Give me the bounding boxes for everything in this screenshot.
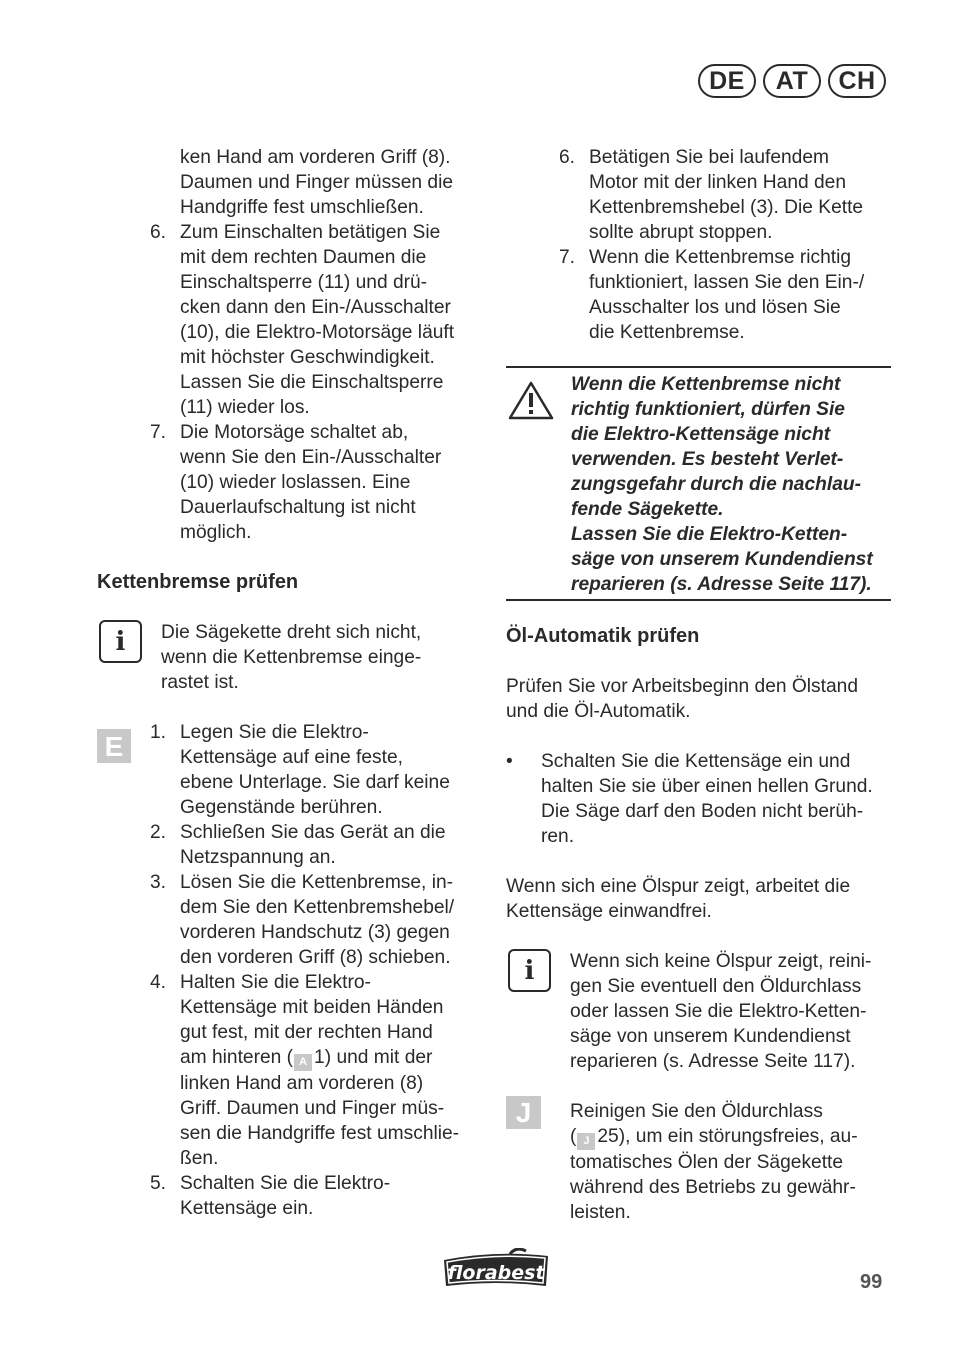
text-fragment: am hinteren ( (180, 1047, 294, 1068)
warning-block (506, 366, 891, 601)
steps-list-b (97, 720, 482, 1221)
text-line: ebene Unterlage. Sie darf keine (180, 772, 450, 793)
text-line: fende Sägekette. (571, 499, 724, 520)
florabest-logo-graphic (440, 1248, 552, 1290)
text-line: Kettensäge ein. (180, 1198, 314, 1219)
text-line: dem Sie den Kettenbremshebel/ (180, 897, 455, 918)
text-line: zungsgefahr durch die nachlau- (571, 474, 861, 495)
text-line: wenn die Kettenbremse einge- (161, 647, 422, 668)
text-line: und die Öl-Automatik. (506, 701, 691, 722)
text-line: cken dann den Ein-/Ausschalter (180, 297, 451, 318)
text-line: während des Betriebs zu gewähr- (570, 1177, 856, 1198)
list-item (506, 245, 891, 345)
text-line: Kettensäge einwandfrei. (506, 901, 712, 922)
text-line: richtig funktioniert, dürfen Sie (571, 399, 845, 420)
text-line: Legen Sie die Elektro- (180, 722, 369, 743)
list-item (97, 970, 482, 1171)
text-line: reparieren (s. Adresse Seite 117). (570, 1051, 856, 1072)
section-title-oel-automatik: Öl-Automatik prüfen (506, 625, 700, 647)
text-line: Lösen Sie die Kettenbremse, in- (180, 872, 454, 893)
step-number: 6. (150, 222, 167, 243)
warning-triangle-icon (508, 380, 554, 420)
list-item (97, 1171, 482, 1221)
paragraph (506, 674, 891, 724)
text-line: ßen. (180, 1148, 219, 1169)
paragraph (506, 874, 891, 924)
text-line: die Elektro-Kettensäge nicht (571, 424, 831, 445)
text-line: (11) wieder los. (180, 397, 310, 418)
text-line: Die Motorsäge schaltet ab, (180, 422, 409, 443)
bullet-item (506, 749, 891, 849)
warning-text (506, 372, 891, 597)
step-number: 7. (559, 247, 576, 268)
text-line: möglich. (180, 522, 252, 543)
step-number: 3. (150, 872, 167, 893)
text-line: leisten. (570, 1202, 631, 1223)
text-line: Schalten Sie die Elektro- (180, 1173, 391, 1194)
step-number: 1. (150, 722, 167, 743)
text-line: gut fest, mit der rechten Hand (180, 1022, 433, 1043)
text-fragment: 1) und mit der (314, 1047, 433, 1068)
text-line: mit dem rechten Daumen die (180, 247, 427, 268)
list-item (97, 420, 482, 545)
info-note (97, 620, 482, 695)
text-line: sollte abrupt stoppen. (589, 222, 773, 243)
text-line: ken Hand am vorderen Griff (8). (180, 147, 451, 168)
list-item (97, 820, 482, 870)
florabest-logo (440, 1248, 552, 1297)
text-line: Reinigen Sie den Öldurchlass (570, 1101, 823, 1122)
text-line: Wenn sich eine Ölspur zeigt, arbeitet die (506, 876, 851, 897)
list-item (97, 720, 482, 820)
text-line-with-figure-ref (570, 1124, 891, 1150)
text-line: Prüfen Sie vor Arbeitsbeginn den Ölstand (506, 676, 858, 697)
text-line: Schalten Sie die Kettensäge ein und (541, 751, 851, 772)
svg-text:florabest: florabest (447, 1262, 545, 1284)
text-line: Handgriffe fest umschließen. (180, 197, 424, 218)
figure-tag-e: E (97, 729, 131, 763)
text-line: mit höchster Geschwindigkeit. (180, 347, 435, 368)
text-line: Kettenbremshebel (3). Die Kette (589, 197, 864, 218)
text-line: Einschaltsperre (11) und drü- (180, 272, 428, 293)
text-line: Betätigen Sie bei laufendem (589, 147, 830, 168)
text-line: oder lassen Sie die Elektro-Ketten- (570, 1001, 867, 1022)
bullet-marker: • (506, 751, 513, 772)
figure-ref-tag-j: J (577, 1133, 595, 1150)
text-line: säge von unserem Kundendienst (570, 1026, 851, 1047)
country-badge-at: AT (763, 64, 821, 98)
text-line: vorderen Handschutz (3) gegen (180, 922, 450, 943)
text-line: säge von unserem Kundendienst (571, 549, 873, 570)
text-line: Dauerlaufschaltung ist nicht (180, 497, 416, 518)
text-line: rastet ist. (161, 672, 239, 693)
text-line: Die Sägekette dreht sich nicht, (161, 622, 422, 643)
step-number: 4. (150, 972, 167, 993)
text-line: reparieren (s. Adresse Seite 117). (571, 574, 872, 595)
text-line: (10) wieder loslassen. Eine (180, 472, 411, 493)
text-fragment: ( (570, 1126, 577, 1147)
text-line: verwenden. Es besteht Verlet- (571, 449, 844, 470)
text-line: Halten Sie die Elektro- (180, 972, 371, 993)
page-number: 99 (860, 1271, 883, 1293)
info-icon: i (508, 949, 551, 992)
text-line: Griff. Daumen und Finger müs- (180, 1098, 445, 1119)
text-line: Die Säge darf den Boden nicht berüh- (541, 801, 864, 822)
text-line: Kettensäge mit beiden Händen (180, 997, 444, 1018)
list-item (97, 220, 482, 420)
text-line: Zum Einschalten betätigen Sie (180, 222, 441, 243)
step-number: 7. (150, 422, 167, 443)
figure-ref-tag-a: A (294, 1054, 312, 1071)
text-line: ren. (541, 826, 575, 847)
text-line: wenn Sie den Ein-/Ausschalter (180, 447, 442, 468)
step-number: 5. (150, 1173, 167, 1194)
steps-block-b (97, 720, 482, 1221)
text-line: sen die Handgriffe fest umschlie- (180, 1123, 460, 1144)
text-line: (10), die Elektro-Motorsäge läuft (180, 322, 455, 343)
text-line: Gegenstände berühren. (180, 797, 383, 818)
text-fragment: 25), um ein störungsfreies, au- (597, 1126, 858, 1147)
text-line: Daumen und Finger müssen die (180, 172, 454, 193)
figure-tag-j: J (506, 1096, 541, 1129)
text-line: Kettensäge auf eine feste, (180, 747, 403, 768)
info-note (506, 949, 891, 1074)
step-number: 2. (150, 822, 167, 843)
country-badges (698, 64, 886, 98)
text-line: Motor mit der linken Hand den (589, 172, 847, 193)
text-line: die Kettenbremse. (589, 322, 745, 343)
list-item (506, 145, 891, 245)
text-line: Lassen Sie die Elektro-Ketten- (571, 524, 848, 545)
text-line: Schließen Sie das Gerät an die (180, 822, 446, 843)
text-line: Wenn sich keine Ölspur zeigt, reini- (570, 951, 872, 972)
text-line: Lassen Sie die Einschaltsperre (180, 372, 444, 393)
text-line: Netzspannung an. (180, 847, 336, 868)
text-line-with-figure-ref (180, 1045, 482, 1071)
step-number: 6. (559, 147, 576, 168)
steps-list-right (506, 145, 891, 345)
text-line: linken Hand am vorderen (8) (180, 1073, 424, 1094)
list-item (97, 870, 482, 970)
text-line: funktioniert, lassen Sie den Ein-/ (589, 272, 865, 293)
right-column (506, 145, 891, 1225)
info-icon: i (99, 620, 142, 663)
steps-list-a (97, 220, 482, 545)
country-badge-de: DE (698, 64, 756, 98)
text-line: Wenn die Kettenbremse nicht (571, 374, 841, 395)
text-line: tomatisches Ölen der Sägekette (570, 1152, 844, 1173)
country-badge-ch: CH (828, 64, 886, 98)
left-column (97, 145, 482, 1221)
text-line: gen Sie eventuell den Öldurchlass (570, 976, 862, 997)
intro-paragraph (97, 145, 482, 220)
cleaning-note (506, 1099, 891, 1225)
text-line: den vorderen Griff (8) schieben. (180, 947, 451, 968)
text-line: Wenn die Kettenbremse richtig (589, 247, 852, 268)
section-title-kettenbremse: Kettenbremse prüfen (97, 571, 299, 593)
text-line: halten Sie sie über einen hellen Grund. (541, 776, 873, 797)
text-line: Ausschalter los und lösen Sie (589, 297, 841, 318)
